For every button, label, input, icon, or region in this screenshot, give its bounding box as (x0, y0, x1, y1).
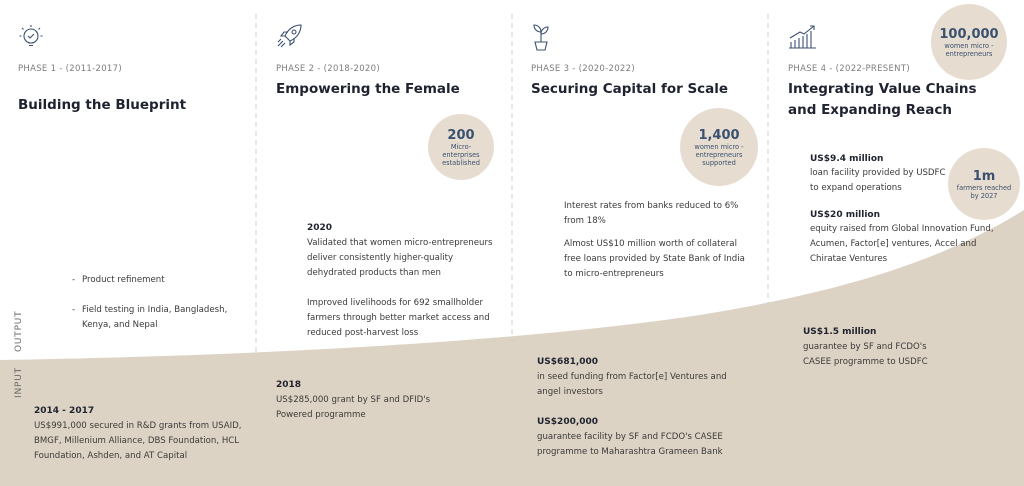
phase-4-bubble-mid-text: farmers reached by 2027 (956, 183, 1012, 200)
phase-4-output-1-text: loan facility provided by USDFC to expand operations (810, 168, 946, 193)
phase-4-bubble-top-number: 100,000 (939, 26, 999, 42)
phase-1-input-heading: 2014 - 2017 (34, 406, 95, 416)
rocket-icon (274, 20, 306, 52)
phase-3-input-1-heading: US$681,000 (537, 357, 599, 367)
phase-4-label: PHASE 4 - (2022-PRESENT) (788, 64, 910, 74)
lightbulb-icon (17, 22, 45, 50)
phase-3-input-2-heading: US$200,000 (537, 417, 599, 427)
phase-1-output-1-text: Product refinement (82, 275, 165, 285)
phase-3-bubble-text: women micro -entrepreneurs supported (694, 142, 744, 167)
phase-1-output-2-text: Field testing in India, Bangladesh, Kenya, and Nepal (82, 305, 228, 330)
phase-2-input-text: US$285,000 grant by SF and DFID's Powered programme (276, 395, 431, 420)
phase-1-output-1: - Product refinement (72, 273, 252, 288)
phase-4-bubble-top-text: women micro -entrepreneurs (944, 41, 994, 58)
phase-2-input-heading: 2018 (276, 380, 302, 390)
phase-3-bubble (680, 108, 758, 186)
phase-1-label: PHASE 1 - (2011-2017) (18, 64, 122, 74)
phase-3-input-2-text: guarantee facility by SF and FCDO's CASEE programme to Maharashtra Grameen Bank (537, 432, 723, 457)
phase-4-output-2-heading: US$20 million (810, 210, 881, 220)
phase-3-label: PHASE 3 - (2020-2022) (531, 64, 635, 74)
phase-4-output-2-text: equity raised from Global Innovation Fund, Acumen, Factor[e] ventures, Accel and Chiratae Ventures (810, 224, 994, 264)
phase-3-title: Securing Capital for Scale (531, 81, 729, 97)
phase-2-bubble-text: Micro-enterprises established (442, 142, 480, 167)
phase-1-title: Building the Blueprint (18, 97, 187, 113)
input-axis-label: INPUT (14, 367, 24, 398)
phase-4-input-heading: US$1.5 million (803, 327, 877, 337)
phase-3-output-2: Almost US$10 million worth of collateral free loans provided by State Bank of India to micro-entrepreneurs (564, 239, 745, 279)
output-axis-label: OUTPUT (14, 310, 24, 352)
plant-icon (528, 20, 554, 52)
phase-4-output-1-heading: US$9.4 million (810, 154, 884, 164)
phase-3-bubble-number: 1,400 (698, 127, 740, 143)
phase-2-label: PHASE 2 - (2018-2020) (276, 64, 380, 74)
phase-1-input-text: US$991,000 secured in R&D grants from USAID, BMGF, Millenium Alliance, DBS Foundation, HCL Foundation, Ashden, and AT Capital (34, 421, 242, 461)
phase-4-bubble-mid (948, 148, 1020, 220)
phase-2-output-heading: 2020 (307, 223, 333, 233)
phase-3-input-1-text: in seed funding from Factor[e] Ventures and angel investors (537, 372, 727, 397)
phase-2-title: Empowering the Female (276, 81, 460, 97)
phase-2-bubble (428, 114, 494, 180)
phase-4-title-line-2: and Expanding Reach (788, 102, 952, 118)
phase-2-output-1: Validated that women micro-entrepreneurs deliver consistently higher-quality dehydrated products than men (307, 238, 493, 278)
phase-4-bubble-top (931, 4, 1007, 80)
phase-2-bubble-number: 200 (447, 127, 475, 143)
phase-2-output-2: Improved livelihoods for 692 smallholder farmers through better market access and reduced post-harvest loss (307, 298, 490, 338)
phase-4-title-line-1: Integrating Value Chains (788, 81, 977, 97)
phase-4-bubble-mid-number: 1m (972, 168, 996, 184)
phase-3-output-1: Interest rates from banks reduced to 6% from 18% (564, 201, 739, 226)
phase-1-output-2: - Field testing in India, Bangladesh, Kenya, and Nepal (72, 303, 242, 333)
phase-4-input-text: guarantee by SF and FCDO's CASEE programme to USDFC (803, 342, 928, 367)
growth-chart-icon (786, 22, 818, 50)
